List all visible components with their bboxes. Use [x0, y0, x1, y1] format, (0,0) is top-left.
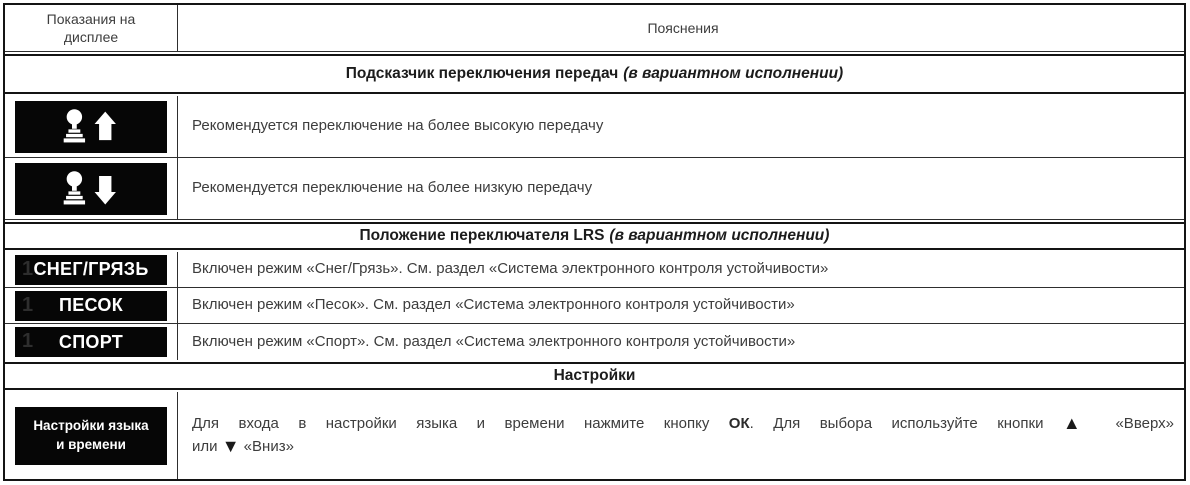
section-header-lrs: [5, 222, 1184, 250]
table-row-shift-down: [5, 158, 1184, 220]
up-triangle-icon: ▲: [1062, 413, 1097, 434]
header-explanation-column: Пояснения: [647, 19, 719, 36]
section-variant-note: (в вариантном исполнении): [609, 227, 830, 244]
explanation-text: Включен режим «Снег/Грязь». См. раздел «Система электронного контроля устойчивости»: [192, 260, 829, 278]
display-badge-language-time: [15, 407, 167, 465]
gear-position-ghost-digit: 1: [22, 257, 34, 280]
display-badge-snow-mud: [15, 255, 167, 285]
badge-label-line1: Настройки языка: [33, 417, 149, 433]
section-title: Настройки: [553, 367, 636, 384]
badge-label: СНЕГ/ГРЯЗЬ: [33, 259, 149, 279]
explanation-text: Рекомендуется переключение на более высокую передачу: [192, 117, 604, 135]
badge-label: СПОРТ: [58, 331, 124, 352]
gear-position-ghost-digit: 1: [22, 329, 34, 352]
gear-position-ghost-digit: 1: [22, 293, 34, 316]
explanation-text: Включен режим «Песок». См. раздел «Система электронного контроля устойчивости»: [192, 296, 795, 314]
ok-button-label: ОК: [728, 415, 750, 433]
table-row-sand: [5, 288, 1184, 324]
display-badge-sport: [15, 327, 167, 357]
explanation-text: Для входа в настройки языка и времени нажмите кнопку ОК. Для выбора используйте кнопки ▲ «Вверх» или ▼ «Вниз»: [192, 413, 1174, 456]
table-row-sport: [5, 324, 1184, 360]
display-indications-table: [3, 3, 1186, 481]
display-indicator-box: [15, 101, 167, 153]
display-badge-sand: [15, 291, 167, 321]
section-header-gear-hint: [5, 54, 1184, 94]
section-title: Положение переключателя LRS: [359, 227, 605, 244]
table-header-row: [5, 5, 1184, 52]
badge-label: ПЕСОК: [59, 295, 123, 315]
section-variant-note: (в вариантном исполнении): [623, 65, 844, 82]
gearshift-up-icon: [52, 108, 130, 146]
section-title: Подсказчик переключения передач: [345, 65, 619, 82]
gearshift-down-icon: [52, 170, 130, 208]
table-row-language-time: [5, 392, 1184, 479]
down-triangle-icon: ▼: [221, 435, 240, 456]
header-display-column: Показания на дисплее: [5, 5, 178, 51]
badge-label-line2: и времени: [56, 436, 126, 452]
explanation-text: Включен режим «Спорт». См. раздел «Система электронного контроля устойчивости»: [192, 332, 796, 350]
explanation-text: Рекомендуется переключение на более низкую передачу: [192, 179, 593, 197]
table-row-snow-mud: [5, 252, 1184, 288]
section-header-settings: [5, 362, 1184, 390]
table-row-shift-up: [5, 96, 1184, 158]
display-indicator-box: [15, 163, 167, 215]
